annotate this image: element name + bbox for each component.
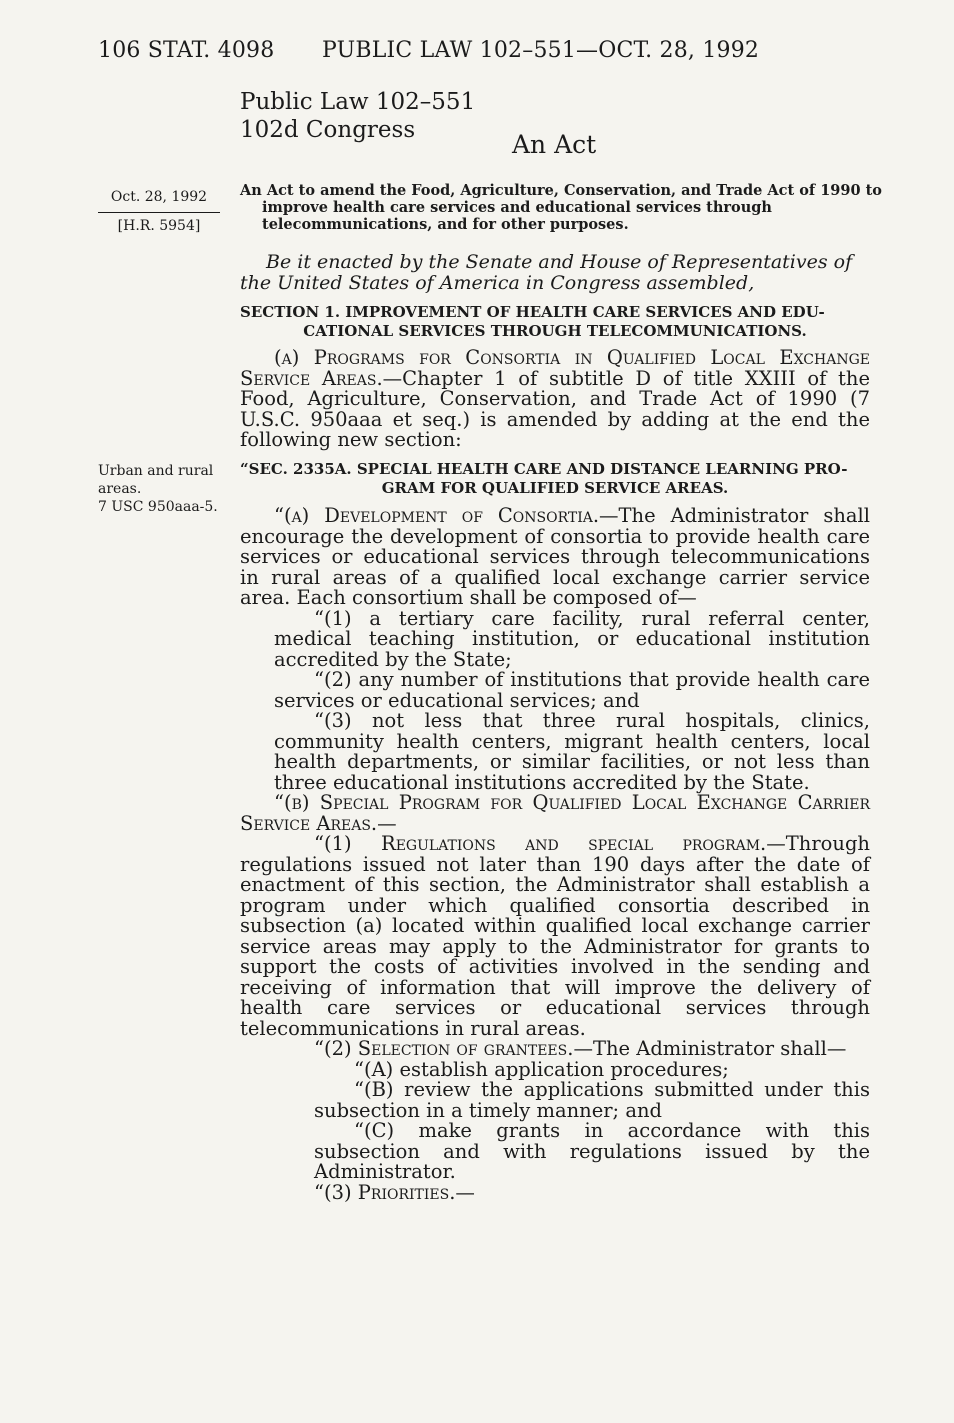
subsection-b (240, 793, 870, 834)
paragraph-a-heading: (a) Programs for Consortia in Qualified Local Exchange Service Areas. (240, 346, 870, 390)
subsection-b-3-heading: “(3) Priorities.— (314, 1180, 475, 1204)
paragraph-a-text: —Chapter 1 of subtitle D of title XXIII of the Food, Agriculture, Conservation, and Trade Act of 1990 (7 U.S.C. 950aaa et seq.) is amended by adding at the end the following new section: (240, 366, 870, 451)
subsection-a (240, 506, 870, 609)
margin-date: Oct. 28, 1992 (110, 189, 208, 205)
subsection-a-item-2: “(2) any number of institutions that provide health care services or educational services; and (274, 668, 870, 712)
subsection-b-heading: “(b) Special Program for Qualified Local Exchange Carrier Service Areas.— (240, 791, 870, 835)
margin-note-urban (98, 462, 226, 516)
subsection-b-2 (240, 1039, 870, 1060)
subsection-a-heading: “(a) Development of Consortia. (274, 504, 600, 527)
law-title-block (240, 88, 475, 144)
margin-note-citation: 7 USC 950aaa-5. (98, 499, 218, 515)
section-2335a-heading (240, 460, 870, 498)
subsection-b-2-item-B: “(B) review the applications submitted under this subsection in a timely manner; and (314, 1078, 870, 1122)
section-2335a-heading-line1: “SEC. 2335A. SPECIAL HEALTH CARE AND DISTANCE LEARNING PRO- (240, 460, 848, 478)
margin-date-block (98, 188, 220, 235)
section-2335a-heading-line2: GRAM FOR QUALIFIED SERVICE AREAS. (381, 479, 729, 497)
subsection-b-2-item-C: “(C) make grants in accordance with this subsection and with regulations issued by the Administrator. (314, 1119, 870, 1183)
an-act-heading: An Act (512, 130, 597, 159)
subsection-b-2-heading: “(2) Selection of grantees. (314, 1037, 574, 1060)
subsection-b-2-text: —The Administrator shall— (573, 1037, 847, 1060)
margin-note-line: Urban and rural (98, 463, 214, 479)
subsection-b-3 (240, 1180, 870, 1204)
section-1-heading-line2: CATIONAL SERVICES THROUGH TELECOMMUNICATIONS. (303, 322, 807, 340)
page-stat-citation: 106 STAT. 4098 (98, 38, 275, 63)
subsection-b-1-heading: “(1) Regulations and special program. (314, 832, 767, 855)
public-law-number: Public Law 102–551 (240, 89, 476, 115)
margin-divider (98, 212, 220, 213)
margin-bill-number: [H.R. 5954] (117, 218, 201, 234)
section-1-heading-line1: SECTION 1. IMPROVEMENT OF HEALTH CARE SERVICES AND EDU- (240, 303, 825, 321)
subsection-b-1 (240, 834, 870, 1039)
subsection-b-1-text: —Through regulations issued not later than 190 days after the date of enactment of this section, the Administrator shall establish a program under which qualified consortia described in subsection (a) located within qualified local exchange carrier service areas may apply to the Administrator for grants to support the costs of activities involved in the sending and receiving of information that will improve the delivery of health care services or educational services through telecommunications in rural areas. (240, 832, 870, 1040)
paragraph-a (240, 348, 870, 451)
enacting-clause: Be it enacted by the Senate and House of Representatives of the United States of America in Congress assembled, (240, 251, 853, 294)
congress-number: 102d Congress (240, 117, 416, 143)
subsection-a-item-1: “(1) a tertiary care facility, rural referral center, medical teaching institution, or educational institution accredited by the State; (274, 606, 870, 671)
subsection-a-item-3: “(3) not less that three rural hospitals, clinics, community health centers, migrant health centers, local health departments, or similar facilities, or not less than three educational institutions accredited by the State. (274, 709, 870, 794)
section-2335a-body (240, 506, 870, 1203)
subsection-b-2-item-A: “(A) establish application procedures; (354, 1057, 729, 1081)
section-1-heading (240, 303, 870, 341)
long-title: An Act to amend the Food, Agriculture, Conservation, and Trade Act of 1990 to improve health care services and educational services through telecommunications, and for other purposes. (240, 182, 882, 233)
margin-note-line: areas. (98, 481, 142, 497)
subsection-a-text: —The Administrator shall encourage the development of consortia to provide health care services or educational services through telecommunications in rural areas of a qualified local exchange carrier service area. Each consortium shall be composed of— (240, 504, 870, 609)
running-head: PUBLIC LAW 102–551—OCT. 28, 1992 (322, 38, 760, 63)
